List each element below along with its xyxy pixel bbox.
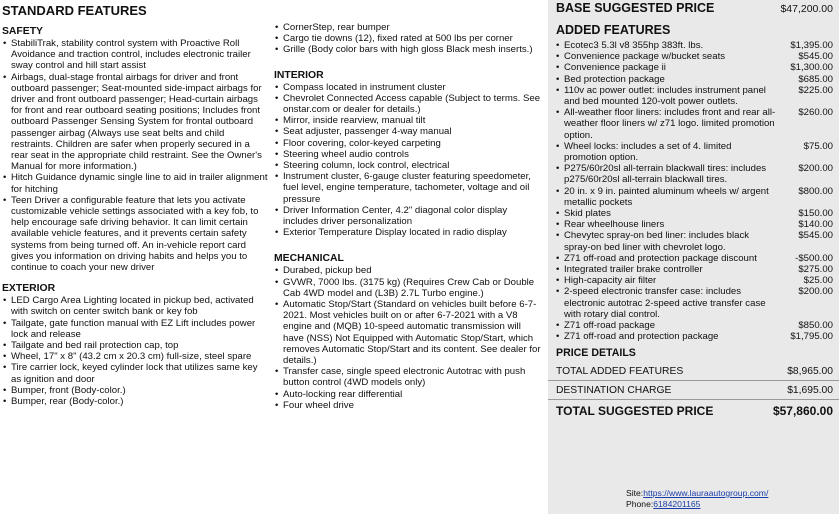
added-feature-price: $200.00: [798, 286, 833, 298]
feature-item: • Floor covering, color-keyed carpeting: [274, 138, 542, 149]
standard-features-title: STANDARD FEATURES: [2, 3, 147, 18]
added-feature-desc: • P275/60r20sl all-terrain blackwall tires: includes p275/60r20sl all-terrain blackwall tires.: [564, 163, 767, 186]
feature-item: • Teen Driver a configurable feature that lets you activate customizable vehicle settings associated with a key fob, to help encourage safe driving behavior. It can limit certain available vehicle features, and it prevents certain safety systems from being turned off. An in-vehicle report card gives you information on driving habits and helps you to continue to coach your new driver: [2, 195, 268, 273]
added-feature-item: [556, 51, 833, 62]
added-feature-desc: • Chevytec spray-on bed liner: includes black spray-on bed liner with chevrolet logo.: [564, 230, 750, 253]
added-feature-desc: • 2-speed electronic transfer case: includes electronic autotrac 2-speed active transfer case with rotary dial control.: [564, 286, 766, 320]
pricing-panel: [548, 0, 839, 514]
added-feature-desc: • 110v ac power outlet: includes instrument panel and bed mounted 120-volt power outlets.: [564, 84, 766, 108]
added-feature-desc: • Convenience package ii: [564, 62, 666, 74]
feature-item: • CornerStep, rear bumper: [274, 22, 542, 33]
added-feature-price: $850.00: [798, 320, 833, 332]
exterior-list: [2, 295, 268, 407]
site-label: Site:: [626, 488, 644, 498]
added-feature-item: [556, 331, 833, 342]
added-feature-desc: • All-weather floor liners: includes front and rear all-weather floor liners w/ z71 logo. limited promotion option.: [564, 107, 776, 141]
phone-link[interactable]: 6184201165: [653, 498, 701, 509]
feature-item: • Airbags, dual-stage frontal airbags for driver and front outboard passenger; Seat-mounted side-impact airbags for driver and front outboard passenger; Head-curtain airbags for front and rear outboard seating positions; Includes front outboard Passenger Sensing System for frontal outboard passenger airbag (Always use seat belts and child restraints. Children are safer when properly secured in a rear seat in the appropriate child restraint. See the Owner's Manual for more information.): [2, 72, 268, 173]
base-price-label: BASE SUGGESTED PRICE: [556, 1, 715, 15]
feature-item: • StabiliTrak, stability control system with Proactive Roll Avoidance and traction control, includes electronic trailer sway control and hill start assist: [2, 38, 268, 72]
added-feature-desc: • 20 in. x 9 in. painted aluminum wheels w/ argent metallic pockets: [564, 185, 769, 208]
added-feature-price: $75.00: [803, 140, 833, 152]
feature-item: • Driver Information Center, 4.2" diagonal color display includes driver personalization: [274, 205, 542, 227]
feature-item: • Tire carrier lock, keyed cylinder lock that utilizes same key as ignition and door: [2, 362, 268, 384]
added-feature-desc: • Z71 off-road package: [564, 320, 656, 332]
feature-item: • Compass located in instrument cluster: [274, 82, 542, 93]
feature-item: • Auto-locking rear differential: [274, 389, 542, 400]
added-feature-price: $260.00: [798, 107, 833, 119]
base-price-value: $47,200.00: [780, 3, 833, 15]
added-feature-price: $275.00: [798, 264, 833, 276]
added-feature-price: $545.00: [798, 230, 833, 242]
feature-item: • Automatic Stop/Start (Standard on vehicles built before 6-7-2021. Most vehicles built on or after 6-7-2021 with a V8 engine and (MQB) 10-speed automatic transmission will have (NSS) Not Equipped with Automatic Stop/Start, which removes Automatic Stop/Start and its content. See dealer for details.): [274, 299, 542, 366]
added-feature-item: [556, 286, 833, 320]
added-feature-item: [556, 264, 833, 275]
added-feature-price: $545.00: [798, 51, 833, 63]
added-feature-item: [556, 74, 833, 85]
added-feature-item: [556, 107, 833, 141]
safety-title: SAFETY: [2, 26, 43, 37]
dealer-contact: [626, 488, 768, 509]
added-feature-item: [556, 230, 833, 252]
feature-item: • Hitch Guidance dynamic single line to aid in trailer alignment for hitching: [2, 172, 268, 194]
feature-item: • Bumper, front (Body-color.): [2, 385, 268, 396]
features-column-middle: [274, 0, 542, 411]
price-details-title: PRICE DETAILS: [556, 347, 636, 360]
added-feature-item: [556, 85, 833, 107]
added-features-list: [548, 40, 839, 342]
safety-list: [2, 38, 268, 273]
feature-item: • Transfer case, single speed electronic Autotrac with push button control (4WD models only): [274, 366, 542, 388]
feature-item: • Chevrolet Connected Access capable (Subject to terms. See onstar.com or dealer for details.): [274, 93, 542, 115]
total-price-label: TOTAL SUGGESTED PRICE: [556, 404, 714, 419]
added-feature-item: [556, 219, 833, 230]
total-added-row: [548, 362, 839, 381]
added-feature-desc: • Z71 off-road and protection package: [564, 331, 719, 343]
added-feature-desc: • High-capacity air filter: [564, 275, 657, 287]
feature-item: • Durabed, pickup bed: [274, 265, 542, 276]
total-added-value: $8,965.00: [787, 365, 833, 377]
added-feature-item: [556, 186, 833, 208]
feature-item: • Instrument cluster, 6-gauge cluster featuring speedometer, fuel level, engine temperature, tachometer, voltage and oil pressure: [274, 171, 542, 205]
added-feature-price: $1,300.00: [790, 62, 833, 74]
destination-value: $1,695.00: [787, 384, 833, 396]
base-price-row: [548, 0, 839, 16]
added-feature-price: $1,795.00: [790, 331, 833, 343]
exterior-list-continued: [274, 22, 542, 56]
feature-item: • LED Cargo Area Lighting located in pickup bed, activated with switch on center switch bank or key fob: [2, 295, 268, 317]
added-feature-item: [556, 141, 833, 163]
added-feature-desc: • Rear wheelhouse liners: [564, 219, 665, 231]
destination-label: DESTINATION CHARGE: [556, 384, 672, 396]
site-link[interactable]: https://www.lauraautogroup.com/: [643, 488, 769, 498]
feature-item: • Cargo tie downs (12), fixed rated at 500 lbs per corner: [274, 33, 542, 44]
added-features-title: ADDED FEATURES: [556, 23, 671, 37]
added-feature-item: [556, 208, 833, 219]
destination-row: [548, 381, 839, 400]
added-feature-desc: • Skid plates: [564, 208, 611, 220]
added-feature-desc: • Wheel locks: includes a set of 4. limited promotion option.: [564, 140, 732, 164]
added-feature-desc: • Bed protection package: [564, 73, 665, 85]
mechanical-list: [274, 265, 542, 411]
added-feature-item: [556, 253, 833, 264]
feature-item: • Tailgate, gate function manual with EZ Lift includes power lock and release: [2, 318, 268, 340]
feature-item: • Steering column, lock control, electrical: [274, 160, 542, 171]
features-column-left: [0, 0, 268, 407]
added-feature-item: [556, 320, 833, 331]
added-feature-item: [556, 40, 833, 51]
feature-item: • Tailgate and bed rail protection cap, top: [2, 340, 268, 351]
added-feature-price: $800.00: [798, 185, 833, 197]
total-price-row: [548, 400, 839, 421]
added-feature-desc: • Ecotec3 5.3l v8 355hp 383ft. lbs.: [564, 40, 704, 51]
added-feature-item: [556, 163, 833, 185]
feature-item: • Exterior Temperature Display located in radio display: [274, 227, 542, 238]
added-feature-price: $25.00: [803, 275, 833, 287]
feature-item: • Steering wheel audio controls: [274, 149, 542, 160]
feature-item: • Seat adjuster, passenger 4-way manual: [274, 126, 542, 137]
total-added-label: TOTAL ADDED FEATURES: [556, 365, 684, 377]
added-feature-price: $1,395.00: [790, 40, 833, 51]
added-feature-price: -$500.00: [795, 252, 833, 264]
added-feature-item: [556, 62, 833, 73]
exterior-title: EXTERIOR: [2, 283, 56, 295]
added-feature-desc: • Convenience package w/bucket seats: [564, 51, 726, 63]
feature-item: • Grille (Body color bars with high gloss Black mesh inserts.): [274, 44, 542, 55]
feature-item: • Wheel, 17" x 8" (43.2 cm x 20.3 cm) full-size, steel spare: [2, 351, 268, 362]
feature-item: • Mirror, inside rearview, manual tilt: [274, 115, 542, 126]
total-price-value: $57,860.00: [772, 404, 833, 419]
added-feature-desc: • Integrated trailer brake controller: [564, 264, 703, 276]
added-feature-price: $225.00: [798, 84, 833, 96]
added-feature-price: $140.00: [798, 219, 833, 231]
mechanical-title: MECHANICAL: [274, 253, 344, 265]
interior-title: INTERIOR: [274, 69, 324, 81]
feature-item: • Bumper, rear (Body-color.): [2, 396, 268, 407]
added-feature-price: $150.00: [798, 208, 833, 220]
feature-item: • GVWR, 7000 lbs. (3175 kg) (Requires Crew Cab or Double Cab 4WD model and (L3B) 2.7L Turbo engine.): [274, 277, 542, 299]
added-feature-item: [556, 275, 833, 286]
added-feature-price: $200.00: [798, 163, 833, 175]
added-feature-desc: • Z71 off-road and protection package discount: [564, 252, 757, 264]
added-feature-price: $685.00: [798, 73, 833, 85]
phone-label: Phone:: [626, 498, 654, 509]
feature-item: • Four wheel drive: [274, 400, 542, 411]
interior-list: [274, 82, 542, 239]
